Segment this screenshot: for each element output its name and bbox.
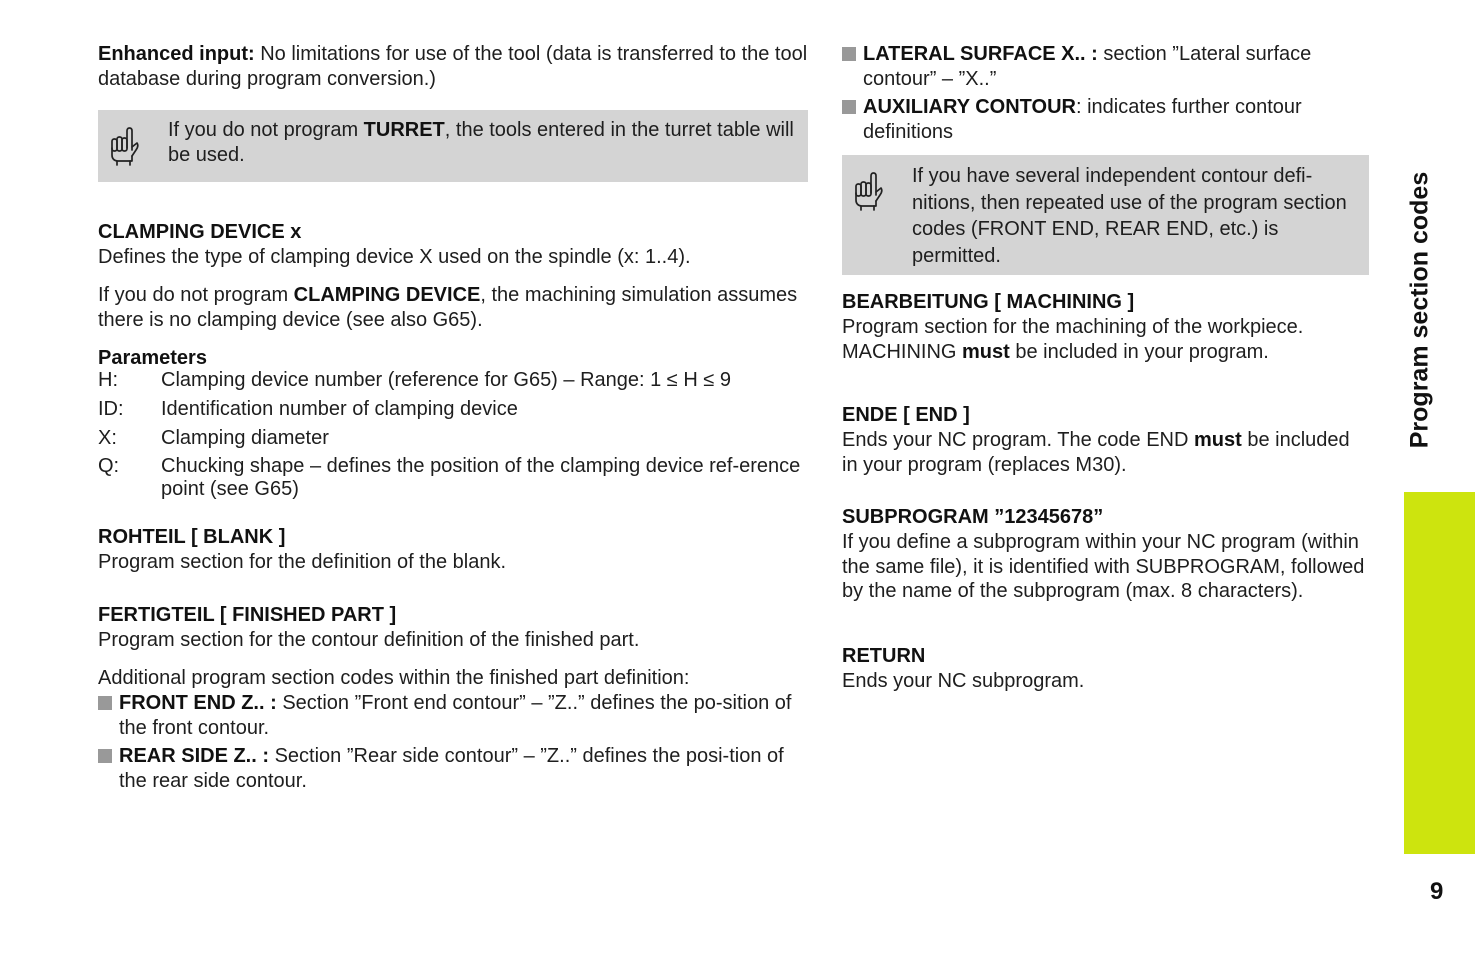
parameters-heading: Parameters <box>98 347 207 369</box>
parameter-row <box>98 397 808 422</box>
parameter-key: Q: <box>98 455 120 477</box>
parameter-row <box>98 368 808 393</box>
parameters-list <box>98 368 808 501</box>
right-column <box>842 42 1369 694</box>
bullet-rear-side: REAR SIDE Z.. : Section ”Rear side contour” – ”Z..” defines the posi-tion of the rear side contour. <box>98 744 808 794</box>
finished-part-heading: FERTIGTEIL [ FINISHED PART ] <box>98 604 397 626</box>
end-heading: ENDE [ END ] <box>842 404 970 426</box>
parameter-value: Clamping diameter <box>161 427 329 449</box>
turret-note <box>98 110 808 182</box>
blank-heading: ROHTEIL [ BLANK ] <box>98 526 286 548</box>
clamping-device-description: Defines the type of clamping device X used on the spindle (x: 1..4). <box>98 246 691 268</box>
parameter-value: Chucking shape – defines the position of the clamping device ref-erence point (see G65) <box>161 455 801 500</box>
bullet-square-icon <box>842 100 856 114</box>
contour-note <box>842 155 1369 275</box>
machining-description: Program section for the machining of the workpiece. MACHINING must be included in your program. <box>842 316 1304 363</box>
parameter-key: X: <box>98 427 117 449</box>
finished-part-description: Program section for the contour definition of the finished part. <box>98 629 640 651</box>
blank-description: Program section for the definition of the blank. <box>98 551 507 573</box>
machining-heading: BEARBEITUNG [ MACHINING ] <box>842 291 1135 313</box>
bullet-lateral-surface: LATERAL SURFACE X.. : section ”Lateral surface contour” – ”X..” <box>842 42 1369 92</box>
return-heading: RETURN <box>842 644 926 667</box>
clamping-device-heading: CLAMPING DEVICE x <box>98 221 302 243</box>
parameter-row <box>98 455 808 501</box>
clamping-device-note: If you do not program CLAMPING DEVICE, the machining simulation assumes there is no clamping device (see also G65). <box>98 284 798 331</box>
bullet-square-icon <box>842 47 856 61</box>
chapter-tab-marker <box>1404 492 1475 854</box>
contour-note-text: If you have several independent contour defi-nitions, then repeated use of the program section codes (FRONT END, REAR END, etc.) is permitted. <box>912 165 1347 267</box>
page-number: 9 <box>1430 878 1444 905</box>
parameter-key: ID: <box>98 398 124 420</box>
additional-codes-intro: Additional program section codes within the finished part definition: <box>98 667 690 689</box>
enhanced-input-paragraph <box>98 42 808 92</box>
pointing-hand-icon <box>108 126 140 166</box>
bullet-front-end: FRONT END Z.. : Section ”Front end contour” – ”Z..” defines the po-sition of the front contour. <box>98 691 808 741</box>
left-column <box>98 42 808 794</box>
pointing-hand-icon <box>852 171 884 211</box>
enhanced-input-text: No limitations for use of the tool (data is transferred to the tool database during program conversion.) <box>98 43 808 90</box>
bullet-auxiliary-contour: AUXILIARY CONTOUR: indicates further contour definitions <box>842 95 1369 145</box>
parameter-key: H: <box>98 369 118 391</box>
bullet-square-icon <box>98 696 112 710</box>
subprogram-heading: SUBPROGRAM ”12345678” <box>842 506 1104 528</box>
subprogram-description: If you define a subprogram within your NC program (within the same file), it is identified with SUBPROGRAM, followed by the name of the subprogram (max. 8 characters). <box>842 531 1365 602</box>
parameter-value: Clamping device number (reference for G65) – Range: 1 ≤ H ≤ 9 <box>161 369 731 391</box>
end-description: Ends your NC program. The code END must be included in your program (replaces M30). <box>842 429 1350 476</box>
parameter-value: Identification number of clamping device <box>161 398 518 420</box>
parameter-row <box>98 426 808 451</box>
bullet-square-icon <box>98 749 112 763</box>
return-description: Ends your NC subprogram. <box>842 669 1085 692</box>
turret-note-text: If you do not program TURRET, the tools entered in the turret table will be used. <box>168 119 794 166</box>
enhanced-input-label: Enhanced input: <box>98 43 255 65</box>
